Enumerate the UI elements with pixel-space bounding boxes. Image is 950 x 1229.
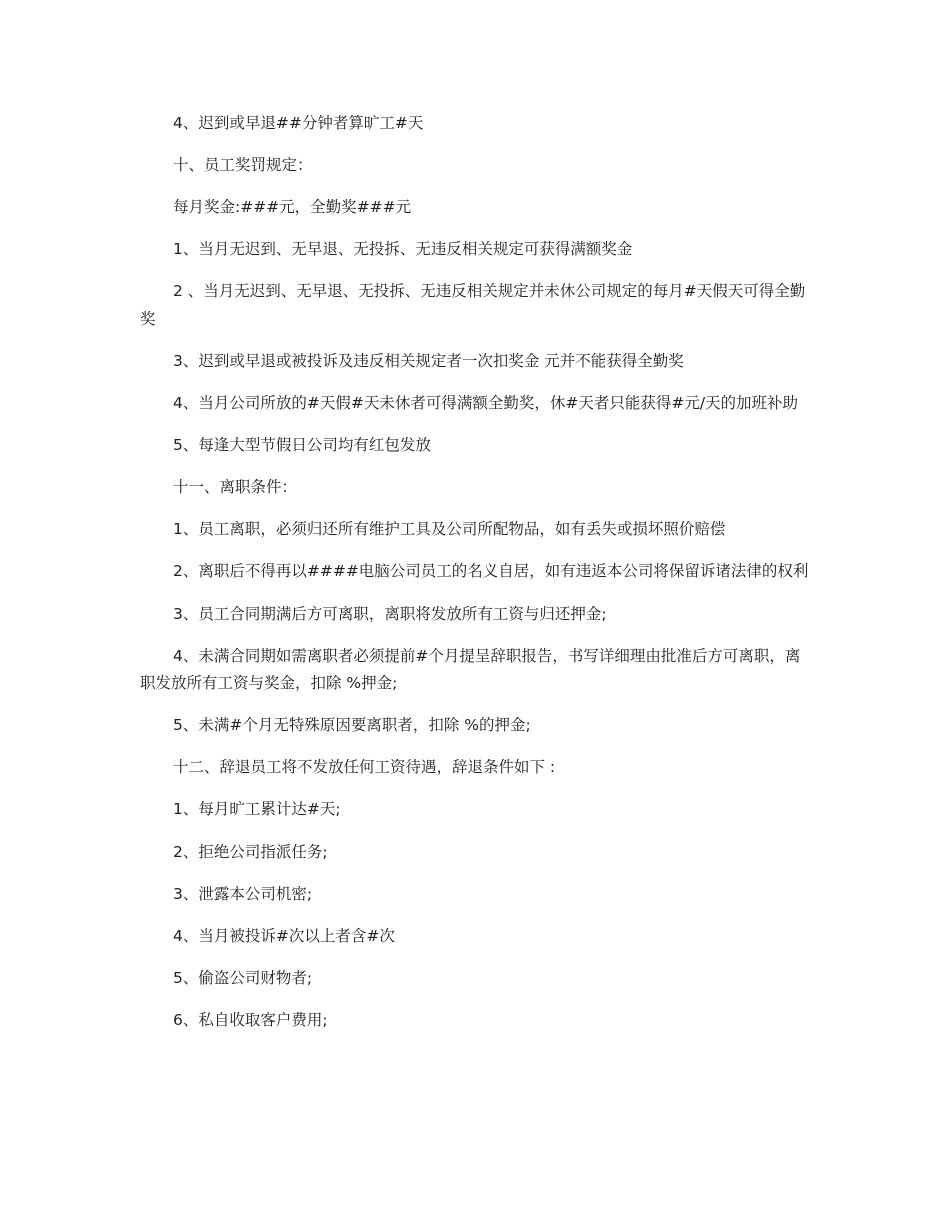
paragraph-full-bonus-rule: 1、当月无迟到、无早退、无投拆、无违反相关规定可获得满额奖金 [173,240,633,259]
paragraph-dismissal-customer-fees: 6、私自收取客户费用; [173,1010,328,1029]
paragraph-attendance-award-rule: 2 、当月无迟到、无早退、无投拆、无违反相关规定并未休公司规定的每月#天假天可得全勤奖 [140,282,806,328]
paragraph-holiday-red-envelope: 5、每逢大型节假日公司均有红包发放 [173,436,431,455]
paragraph-overtime-allowance-rule: 4、当月公司所放的#天假#天未休者可得满额全勤奖，休#天者只能获得#元/天的加班补助 [173,394,799,413]
paragraph-deposit-deduction: 5、未满#个月无特殊原因要离职者，扣除 %的押金; [173,716,531,735]
paragraph-post-resignation-rule: 2、离职后不得再以####电脑公司员工的名义自居，如有违返本公司将保留诉诸法律的权利 [173,562,809,581]
document-body [140,110,812,1049]
paragraph-bonus-deduction-rule: 3、迟到或早退或被投诉及违反相关规定者一次扣奖金 元并不能获得全勤奖 [173,351,684,370]
paragraph-dismissal-leak-secrets: 3、泄露本公司机密; [173,884,313,903]
section-heading-rewards-penalties: 十、员工奖罚规定： [173,156,313,175]
paragraph-late-early-absence: 4、迟到或早退##分钟者算旷工#天 [173,114,424,132]
section-heading-dismissal: 十二、辞退员工将不发放任何工资待遇，辞退条件如下 : [173,758,556,777]
paragraph-dismissal-refuse-task: 2、拒绝公司指派任务; [173,842,328,861]
paragraph-return-equipment: 1、员工离职，必须归还所有维护工具及公司所配物品，如有丢失或损坏照价赔偿 [173,520,726,539]
paragraph-contract-expiry: 3、员工合同期满后方可离职，离职将发放所有工资与归还押金; [173,604,607,623]
paragraph-early-resignation-notice: 4、未满合同期如需离职者必须提前#个月提呈辞职报告，书写详细理由批准后方可离职，离职发放所有工资与奖金，扣除 %押金; [140,646,801,693]
paragraph-dismissal-theft: 5、偷盗公司财物者; [173,968,313,987]
paragraph-dismissal-absence: 1、每月旷工累计达#天; [173,800,341,819]
paragraph-dismissal-complaints: 4、当月被投诉#次以上者含#次 [173,926,395,945]
section-heading-resignation: 十一、离职条件： [173,478,298,497]
paragraph-monthly-bonus: 每月奖金:###元，全勤奖###元 [173,198,412,217]
